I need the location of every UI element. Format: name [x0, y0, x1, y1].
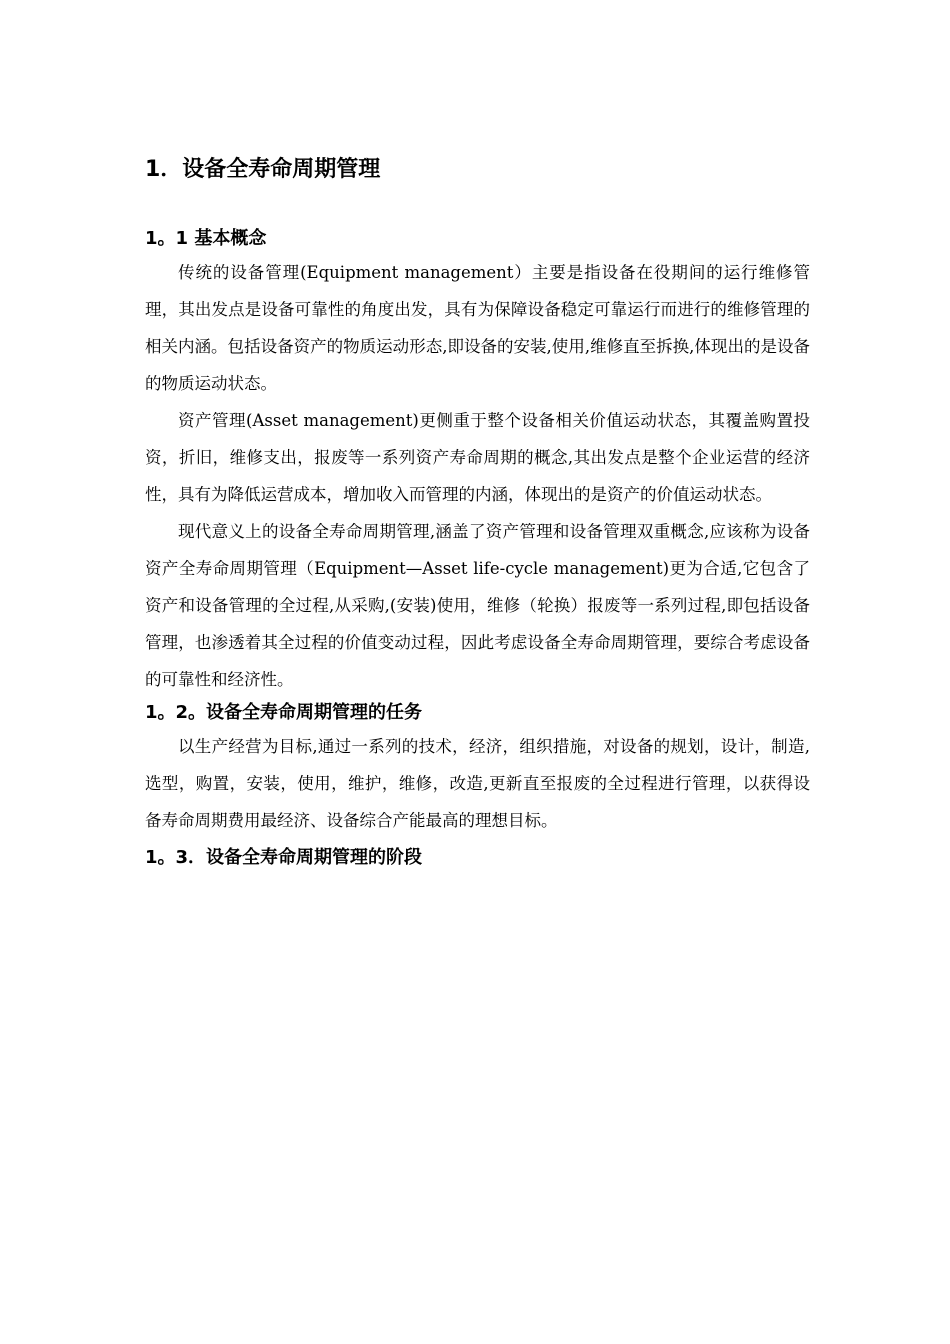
paragraph-asset-management: 资产管理(Asset management)更侧重于整个设备相关价值运动状态，其覆盖购置投资，折旧，维修支出，报废等一系列资产寿命周期的概念,其出发点是整个企业运营的经济性，具有为降低运营成本，增加收入而管理的内涵，体现出的是资产的价值运动状态。	[145, 411, 810, 504]
document-title: 1．设备全寿命周期管理	[145, 157, 381, 182]
paragraph-tasks: 以生产经营为目标,通过一系列的技术，经济，组织措施，对设备的规划，设计，制造,选型，购置，安装，使用，维护，维修，改造,更新直至报废的全过程进行管理，以获得设备寿命周期费用最经济、设备综合产能最高的理想目标。	[145, 737, 810, 830]
paragraph-traditional-equipment-management: 传统的设备管理(Equipment management）主要是指设备在役期间的运行维修管理，其出发点是设备可靠性的角度出发，具有为保障设备稳定可靠运行而进行的维修管理的相关内涵。包括设备资产的物质运动形态,即设备的安装,使用,维修直至拆换,体现出的是设备的物质运动状态。	[145, 263, 810, 393]
paragraph-modern-lifecycle-management: 现代意义上的设备全寿命周期管理,涵盖了资产管理和设备管理双重概念,应该称为设备资产全寿命周期管理（Equipment—Asset life-cycle management)更为合适,它包含了资产和设备管理的全过程,从采购,(安装)使用，维修（轮换）报废等一系列过程,即包括设备管理，也渗透着其全过程的价值变动过程，因此考虑设备全寿命周期管理，要综合考虑设备的可靠性和经济性。	[145, 522, 810, 689]
section-heading-basic-concepts: 1。1 基本概念	[145, 228, 267, 249]
document-body	[145, 150, 810, 873]
section-heading-tasks: 1。2。设备全寿命周期管理的任务	[145, 702, 423, 723]
section-heading-stages: 1。3．设备全寿命周期管理的阶段	[145, 847, 423, 868]
